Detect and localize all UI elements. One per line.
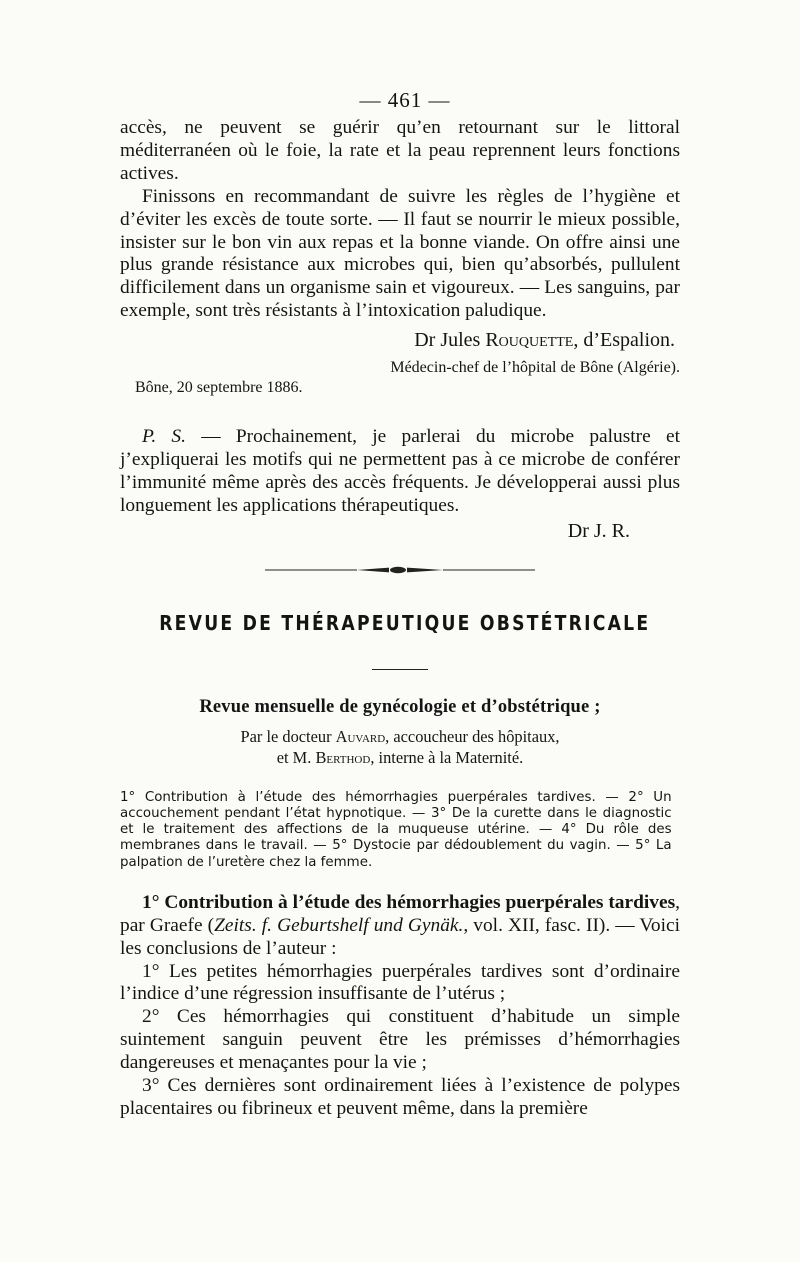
byline-1-pre: Par le docteur [240, 726, 336, 746]
page-number: — 461 — [359, 88, 451, 112]
postscript-label: P. S. [142, 426, 186, 448]
byline-2-post: , interne à la Maternité. [370, 747, 524, 767]
conclusion-3: 3° Ces dernières sont ordinairement liées à l’existence de polypes placentaires ou fibrineux et peuvent même, dans la première [120, 1075, 680, 1119]
postscript-text: — Prochainement, je parlerai du microbe palustre et j’expliquerai les motifs qui ne permettent pas à ce microbe de conférer l’immunité même après des accès fréquents. Je développerai aussi plus longuement les applications thérapeutiques. [120, 426, 680, 516]
byline-2-pre: et M. [276, 747, 316, 767]
byline-line-1 [120, 726, 680, 747]
author-role: Médecin-chef de l’hôpital de Bône (Algérie). [390, 359, 680, 377]
section-title: REVUE DE THÉRAPEUTIQUE OBSTÉTRICALE [159, 610, 651, 635]
book-page [120, 88, 680, 1121]
article-author-post: , vol. XII, fasc. II). — Voici les conclusions de l’auteur : [120, 914, 680, 959]
author-signature [120, 328, 680, 352]
byline-2-name: Berthod [315, 747, 371, 767]
continuation-paragraph: accès, ne peuvent se guérir qu’en retournant sur le littoral méditerranéen où le foie, la rate et la peau reprennent leurs fonctions actives. [120, 117, 680, 184]
article-heading: 1° Contribution à l’étude des hémorrhagies puerpérales tardives [142, 891, 676, 913]
review-contents: 1° Contribution à l’étude des hémorrhagies puerpérales tardives. — 2° Un accouchement pendant l’état hypnotique. — 3° De la curette dans le diagnostic et le traitement des affections de la muqueuse utérine. — 4° Du rôle des membranes dans le travail. — 5° Dystocie par dédoublement du vagin. — 5° La palpation de l’uretère chez la femme. [120, 788, 672, 870]
byline-line-2 [120, 747, 680, 768]
title-rule [372, 669, 428, 670]
ornamental-divider [265, 565, 535, 575]
postscript-initials: Dr J. R. [567, 519, 630, 542]
byline-1-name: Auvard [335, 726, 386, 746]
signature-prefix: Dr Jules [414, 329, 486, 352]
article-source: Zeits. f. Geburtshelf und Gynäk. [214, 914, 464, 936]
conclusion-1: 1° Les petites hémorrhagies puerpérales tardives sont d’ordinaire l’indice d’une régression insuffisante de l’utérus ; [120, 960, 680, 1005]
article-author-pre: , par Graefe ( [120, 891, 680, 936]
letter-date: Bône, 20 septembre 1886. [135, 379, 303, 397]
signature-suffix: , d’Espalion. [573, 329, 675, 352]
article-intro [120, 892, 680, 961]
byline-1-post: , accoucheur des hôpitaux, [385, 726, 560, 746]
signature-name: Rouquette [485, 329, 574, 352]
review-title: Revue mensuelle de gynécologie et d’obstétrique ; [199, 696, 601, 717]
conclusion-2: 2° Ces hémorrhagies qui constituent d’habitude un simple suintement sanguin peuvent être les prémisses d’hémorrhagies dangereuses et menaçantes pour la vie ; [120, 1006, 680, 1074]
postscript-paragraph [120, 426, 680, 518]
hygiene-paragraph: Finissons en recommandant de suivre les règles de l’hygiène et d’éviter les excès de toute sorte. — Il faut se nourrir le mieux possible, insister sur le bon vin aux repas et la bonne viande. On offre ainsi une plus grande résistance aux microbes qui, bien qu’absorbés, pullulent difficilement dans un organisme sain et vigoureux. — Les sanguins, par exemple, sont très résistants à l’intoxication paludique. [120, 185, 680, 322]
review-byline [120, 726, 680, 768]
